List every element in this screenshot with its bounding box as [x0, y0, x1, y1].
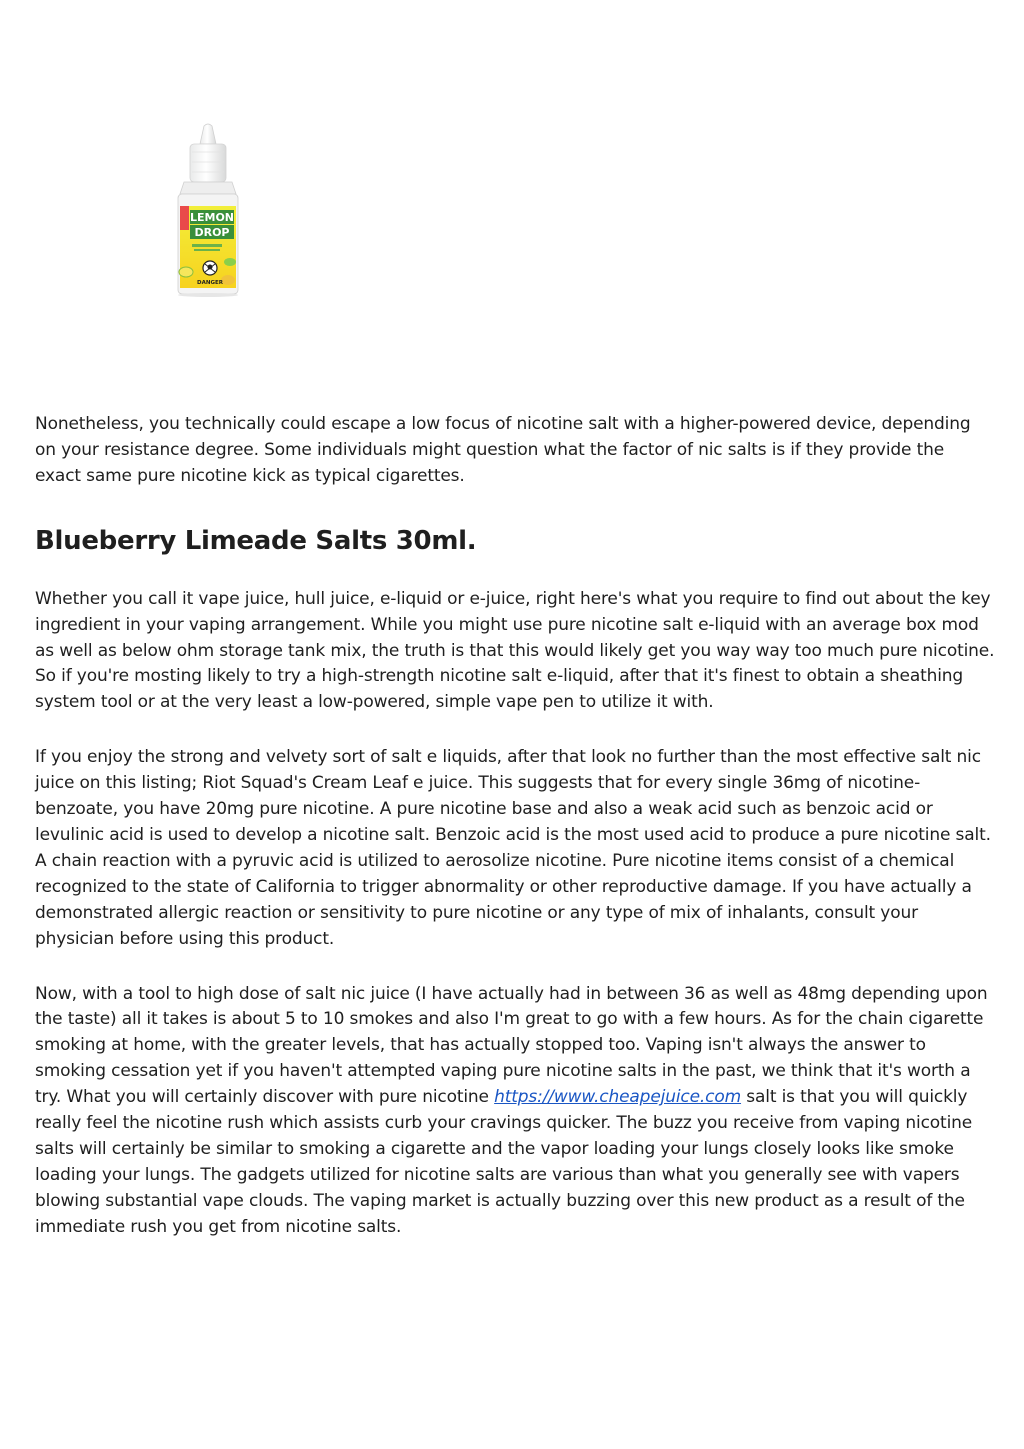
paragraph-dose-text-before: Now, with a tool to high dose of salt nic juice (I have actually had in between 36 as well as 48mg depending upon the taste) all it takes is about 5 to 10 smokes and also I'm great to go with a few hours. As for the chain cigarette smoking at home, with the greater levels, that has actually stopped too. Vaping isn't always the answer to smoking cessation yet if you haven't attempted vaping pure nicotine salts in the past, we think that it's worth a try. What you will certainly discover with pure nicotine: [35, 983, 988, 1108]
article-body: [35, 412, 995, 1241]
paragraph-dose: [35, 982, 995, 1241]
intro-paragraph: Nonetheless, you technically could escape a low focus of nicotine salt with a higher-powered device, depending on your resistance degree. Some individuals might question what the factor of nic salts is if they provide the exact same pure nicotine kick as typical cigarettes.: [35, 414, 971, 486]
section-heading: Blueberry Limeade Salts 30ml.: [35, 525, 477, 556]
paragraph-salt-liquids: If you enjoy the strong and velvety sort of salt e liquids, after that look no further than the most effective salt nic juice on this listing; Riot Squad's Cream Leaf e juice. This suggests that for every single 36mg of nicotine-benzoate, you have 20mg pure nicotine. A pure nicotine base and also a weak acid such as benzoic acid or levulinic acid is used to develop a nicotine salt. Benzoic acid is the most used acid to produce a pure nicotine salt. A chain reaction with a pyruvic acid is utilized to aerosolize nicotine. Pure nicotine items consist of a chemical recognized to the state of California to trigger abnormality or other reproductive damage. If you have actually a demonstrated allergic reaction or sensitivity to pure nicotine or any type of mix of inhalants, consult your physician before using this product.: [35, 747, 991, 949]
bottle-brand-line1: LEMON: [189, 211, 235, 224]
bottle-warning-text: DANGER: [197, 280, 223, 286]
cheapejuice-link[interactable]: https://www.cheapejuice.com: [494, 1087, 742, 1108]
paragraph-dose-text-after: salt is that you will quickly really feel the nicotine rush which assists curb your cravings quicker. The buzz you receive from vaping nicotine salts will certainly be similar to smoking a cigarette and the vapor loading your lungs closely looks like smoke loading your lungs. The gadgets utilized for nicotine salts are various than what you generally see with vapers blowing substantial vape clouds. The vaping market is actually buzzing over this new product as a result of the immediate rush you get from nicotine salts.: [35, 1087, 973, 1237]
paragraph-vape-juice: Whether you call it vape juice, hull juice, e-liquid or e-juice, right here's what you require to find out about the key ingredient in your vaping arrangement. While you might use pure nicotine salt e-liquid with an average box mod as well as below ohm storage tank mix, the truth is that this would likely get you way way too much pure nicotine. So if you're mosting likely to try a high-strength nicotine salt e-liquid, after that it's finest to obtain a sheathing system tool or at the very least a low-powered, simple vape pen to utilize it with.: [35, 588, 995, 713]
product-bottle-image: [168, 122, 248, 298]
bottle-brand-line2: DROP: [194, 226, 230, 239]
